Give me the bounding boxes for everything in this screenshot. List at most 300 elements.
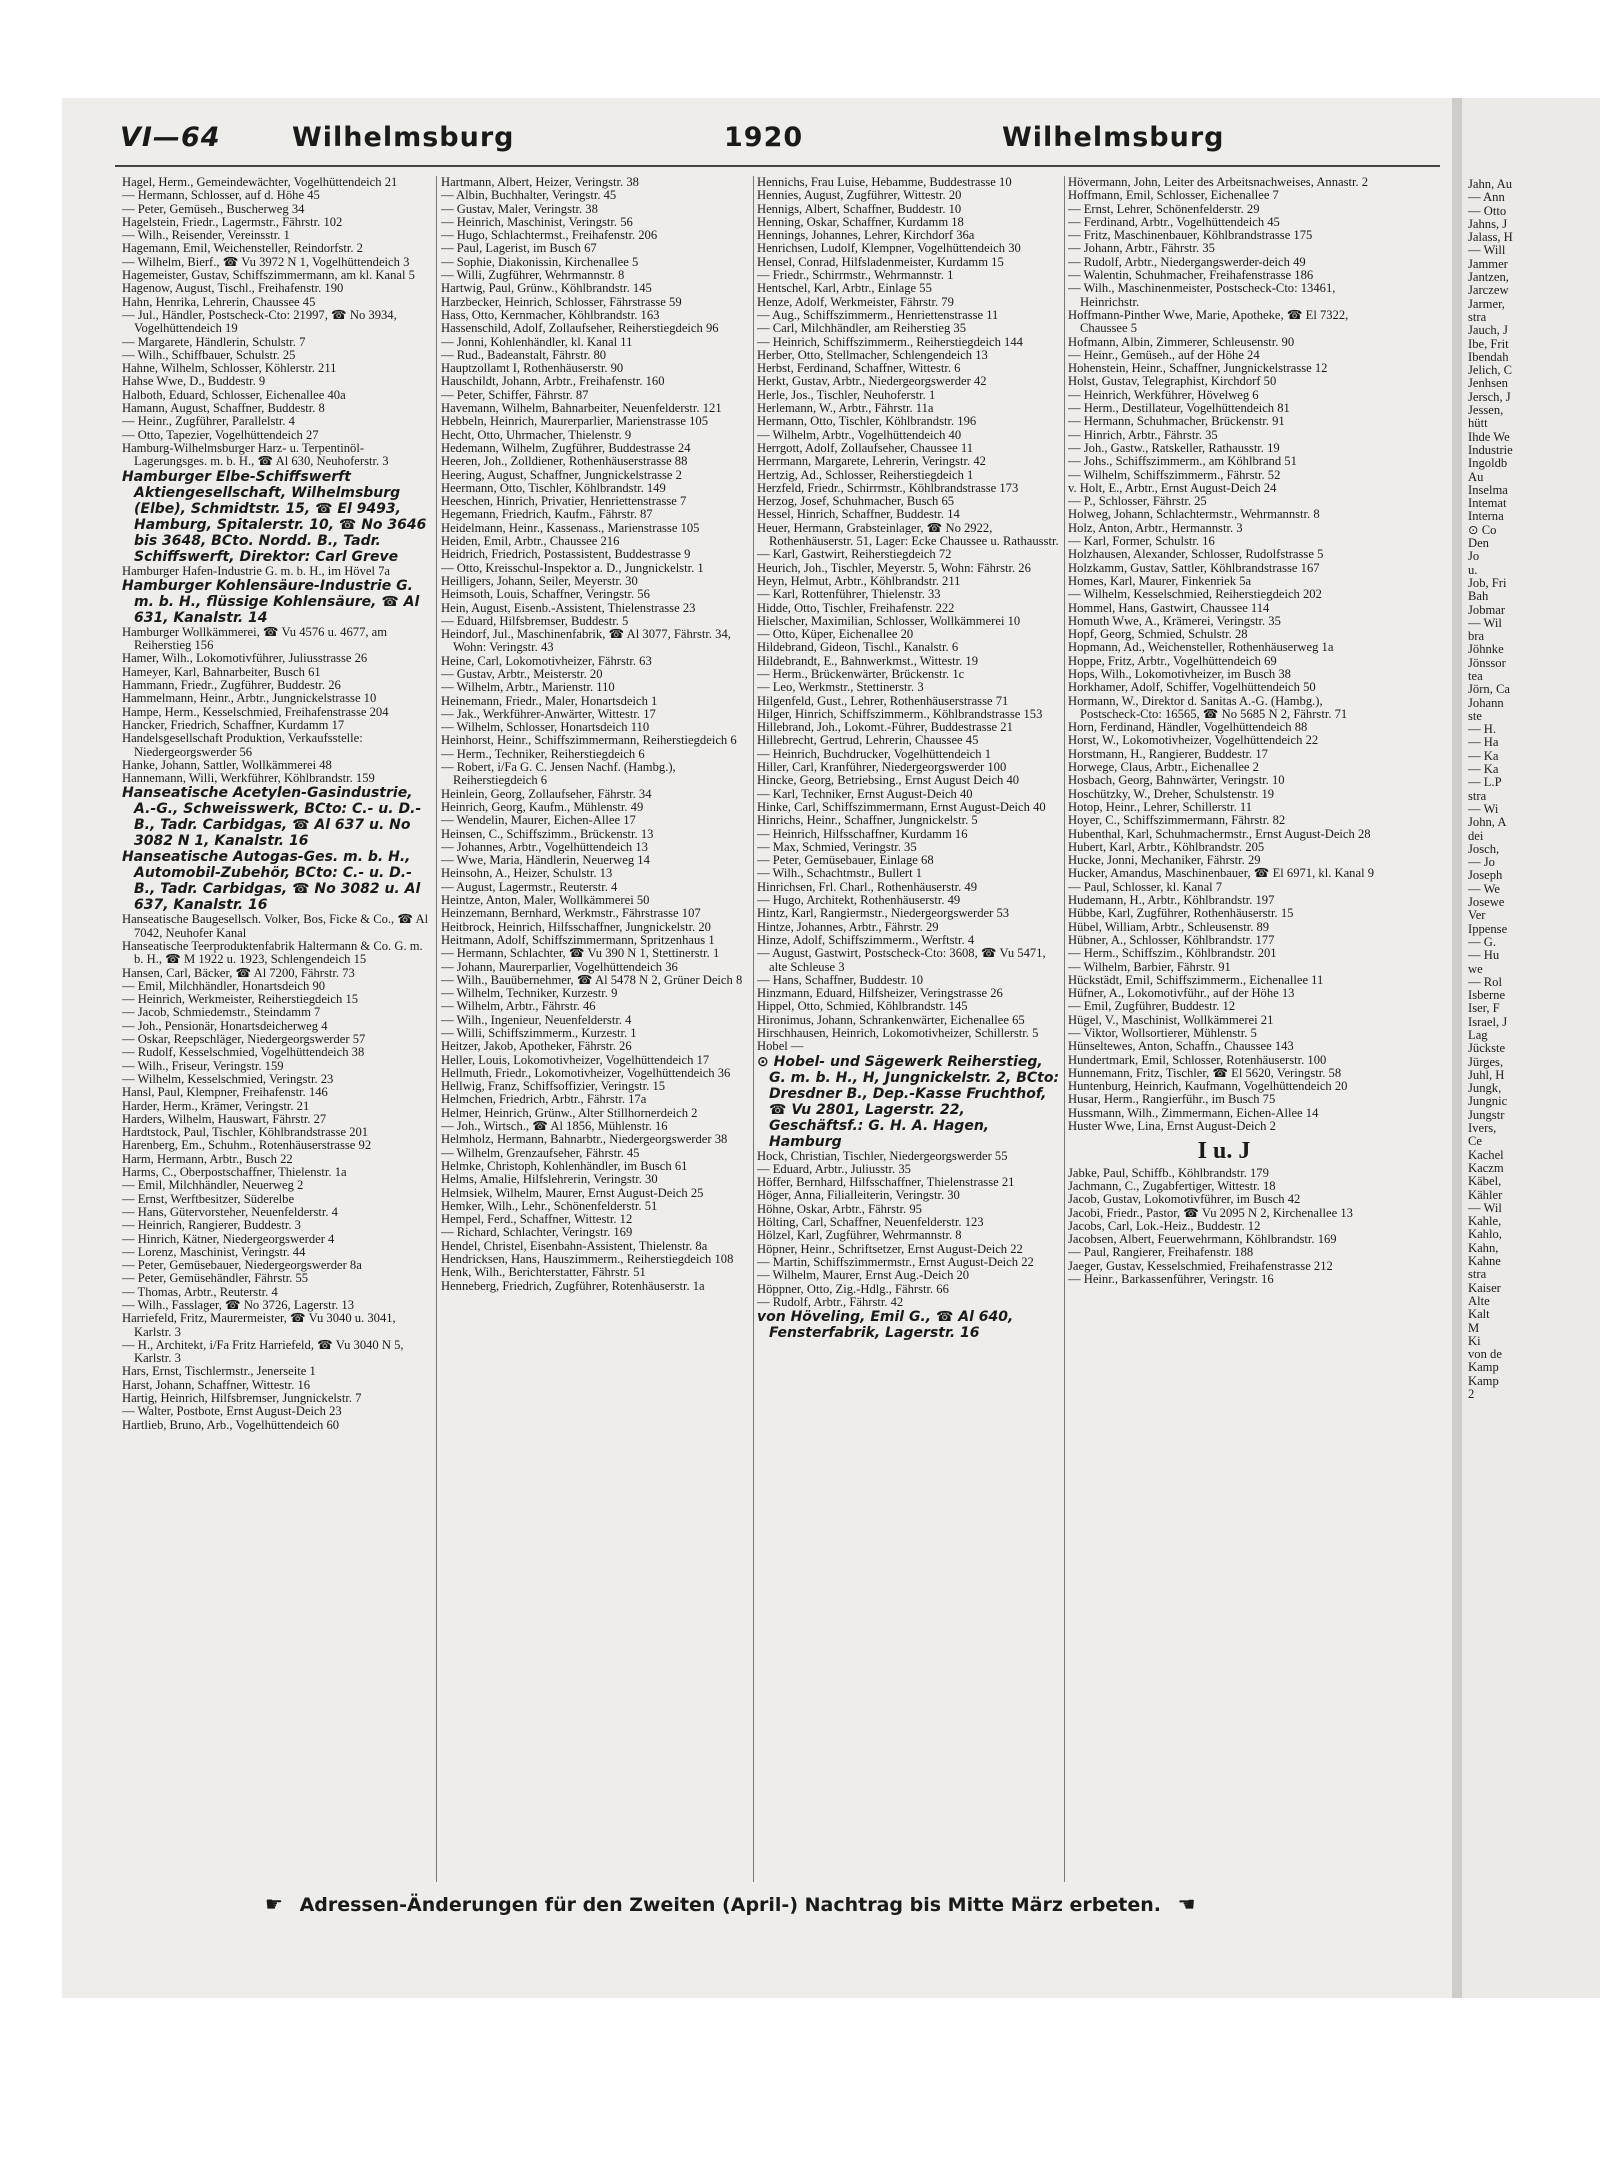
adjacent-page-line: Jantzen,: [1468, 270, 1509, 285]
directory-entry: Herle, Jos., Tischler, Neuhoferstr. 1: [757, 387, 936, 402]
adjacent-page-line: John, A: [1468, 815, 1507, 830]
directory-entry: Hamann, August, Schaffner, Buddestr. 8: [122, 401, 325, 416]
directory-entry: Heller, Louis, Lokomotivheizer, Vogelhüttendeich 17: [441, 1052, 710, 1067]
adjacent-page-line: — Ka: [1468, 762, 1499, 777]
directory-entry: Hahne, Wilhelm, Schlosser, Köhlerstr. 211: [122, 361, 337, 376]
directory-entry: — Johannes, Arbtr., Vogelhüttendeich 13: [441, 839, 648, 854]
directory-entry: Hanseatische Acetylen-Gasindustrie, A.-G., Schweisswerk, BCto: C.- u. D.-B., Tadr. Carbidgas, ☎ Al 637 u. No 3082 N 1, Kanalstr. 16: [122, 785, 422, 850]
directory-entry: — Viktor, Wollsortierer, Mühlenstr. 5: [1068, 1026, 1257, 1040]
adjacent-page-line: Jungnic: [1468, 1094, 1508, 1109]
adjacent-page-line: — Wil: [1468, 615, 1502, 630]
adjacent-page-line: Juhl, H: [1468, 1067, 1505, 1082]
adjacent-page-line: tea: [1468, 668, 1483, 683]
directory-entry: Hamburg-Wilhelmsburger Harz- u. Terpentinöl-Lagerungsges. m. b. H., ☎ Al 630, Neuhoferstr. 3: [122, 440, 389, 469]
directory-entry: Henneberg, Friedrich, Zugführer, Rotenhäuserstr. 1a: [441, 1278, 705, 1293]
adjacent-page-line: stra: [1468, 309, 1487, 324]
directory-entry: — Wilh., Reisender, Vereinsstr. 1: [122, 228, 290, 243]
directory-entry: Heurich, Joh., Tischler, Meyerstr. 5, Wohn: Fährstr. 26: [757, 560, 1031, 575]
directory-entry: — Wilhelm, Kesselschmied, Veringstr. 23: [122, 1071, 334, 1086]
directory-entry: Hentschel, Karl, Arbtr., Einlage 55: [757, 281, 932, 296]
directory-entry: — Herm., Destillateur, Vogelhüttendeich 81: [1068, 401, 1290, 416]
directory-entry: Hübbe, Karl, Zugführer, Rothenhäuserstr. 15: [1068, 906, 1294, 921]
directory-entry: Halboth, Eduard, Schlosser, Eichenallee 40a: [122, 387, 346, 402]
adjacent-page-line: Jörn, Ca: [1468, 682, 1510, 697]
directory-entry: Huntenburg, Heinrich, Kaufmann, Vogelhüttendeich 20: [1068, 1079, 1348, 1094]
adjacent-page-line: Ingoldb: [1468, 456, 1508, 471]
directory-entry: Huster Wwe, Lina, Ernst August-Deich 2: [1068, 1119, 1276, 1134]
directory-entry: — Fritz, Maschinenbauer, Köhlbrandstrasse 175: [1068, 228, 1313, 243]
directory-entry: Hedemann, Wilhelm, Zugführer, Buddestrasse 24: [441, 440, 691, 455]
directory-entry: Heeschen, Hinrich, Privatier, Henriettenstrasse 7: [441, 494, 687, 509]
directory-column-4: [1068, 176, 1380, 1882]
directory-entry: Hippel, Otto, Schmied, Köhlbrandstr. 145: [757, 999, 968, 1014]
directory-entry: — Aug., Schiffszimmerm., Henriettenstrasse 11: [757, 307, 999, 322]
adjacent-page-line: Job, Fri: [1468, 575, 1507, 590]
directory-entry: — Wilhelm, Kesselschmied, Reiherstiegdeich 202: [1068, 587, 1322, 602]
directory-entry: Hein, August, Eisenb.-Assistent, Thielenstrasse 23: [441, 600, 696, 615]
directory-entry: — Martin, Schiffszimmermstr., Ernst August-Deich 22: [757, 1254, 1034, 1269]
directory-entry: Hermann, Otto, Tischler, Köhlbrandstr. 196: [757, 414, 977, 429]
adjacent-page-line: stra: [1468, 1267, 1487, 1282]
adjacent-page-line: — G.: [1468, 934, 1496, 949]
directory-entry: Hoffmann-Pinther Wwe, Marie, Apotheke, ☎ El 7322, Chaussee 5: [1068, 307, 1349, 336]
directory-entry: Hofmann, Albin, Zimmerer, Schleusenstr. 90: [1068, 334, 1295, 349]
adjacent-page-line: Kachel: [1468, 1147, 1504, 1162]
directory-entry: — Jak., Werkführer-Anwärter, Wittestr. 17: [441, 706, 656, 721]
directory-entry: Hagemeister, Gustav, Schiffszimmermann, am kl. Kanal 5: [122, 268, 415, 283]
directory-entry: Herber, Otto, Stellmacher, Schlengendeich 13: [757, 347, 988, 362]
directory-entry: — Friedr., Schirrmstr., Wehrmannstr. 1: [757, 268, 954, 283]
directory-entry: — August, Lagermstr., Reuterstr. 4: [441, 879, 618, 894]
directory-entry: — Rudolf, Arbtr., Niedergangswerder-deich 49: [1068, 254, 1306, 269]
adjacent-page-line: — Ka: [1468, 748, 1499, 763]
directory-entry: Jacobi, Friedr., Pastor, ☎ Vu 2095 N 2, Kirchenallee 13: [1068, 1205, 1353, 1220]
adjacent-page-line: 2: [1468, 1387, 1475, 1402]
entries-ij: [1068, 1167, 1380, 1287]
directory-entry: — Herm., Brückenwärter, Brückenstr. 1c: [757, 666, 965, 681]
directory-entry: Herbst, Ferdinand, Schaffner, Wittestr. 6: [757, 361, 961, 376]
directory-entry: — Wilh., Maschinenmeister, Postscheck-Cto: 13461, Heinrichstr.: [1068, 281, 1336, 309]
directory-entry: Hancker, Friedrich, Schaffner, Kurdamm 17: [122, 717, 345, 732]
directory-entry: — Heinrich, Werkführer, Hövelweg 6: [1068, 387, 1259, 402]
header-rule: [115, 165, 1440, 167]
adjacent-page-line: Jückste: [1468, 1041, 1506, 1056]
directory-entry: Hillebrand, Joh., Lokomt.-Führer, Buddestrasse 21: [757, 720, 1013, 735]
adjacent-page-line: Jungk,: [1468, 1081, 1502, 1096]
directory-entry: Hanseatische Teerproduktenfabrik Haltermann & Co. G. m. b. H., ☎ M 1922 u. 1923, Schlengendeich 15: [122, 938, 423, 967]
directory-entry: Horkhamer, Adolf, Schiffer, Vogelhüttendeich 50: [1068, 680, 1316, 695]
directory-entry: — Walentin, Schuhmacher, Freihafenstrasse 186: [1068, 268, 1314, 283]
directory-entry: Heitmann, Adolf, Schiffszimmermann, Spritzenhaus 1: [441, 932, 715, 947]
directory-entry: — H., Architekt, i/Fa Fritz Harriefeld, ☎ Vu 3040 N 5, Karlstr. 3: [122, 1337, 404, 1366]
adjacent-page-line: u.: [1468, 562, 1478, 577]
directory-entry: Helmer, Heinrich, Grünw., Alter Stillhornerdeich 2: [441, 1105, 698, 1120]
directory-entry: Hucker, Amandus, Maschinenbauer, ☎ El 6971, kl. Kanal 9: [1068, 866, 1375, 881]
directory-entry: Hebbeln, Heinrich, Maurerparlier, Marienstrasse 105: [441, 414, 709, 429]
directory-entry: — Carl, Milchhändler, am Reiherstieg 35: [757, 321, 966, 336]
directory-entry: — Ernst, Lehrer, Schönenfelderstr. 29: [1068, 201, 1260, 216]
directory-entry: Hannemann, Willi, Werkführer, Köhlbrandstr. 159: [122, 771, 375, 786]
directory-entry: Herrmann, Margarete, Lehrerin, Veringstr. 42: [757, 454, 986, 469]
adjacent-page-line: — H.: [1468, 722, 1496, 737]
directory-entry: Hagenow, August, Tischl., Freihafenstr. 190: [122, 281, 344, 296]
directory-entry: Henning, Oskar, Schaffner, Kurdamm 18: [757, 214, 964, 229]
column-divider: [436, 176, 437, 1882]
directory-entry: — Peter, Gemüsehändler, Fährstr. 55: [122, 1271, 309, 1286]
adjacent-page-line: Kahn,: [1468, 1240, 1499, 1255]
adjacent-page-line: Isberne: [1468, 988, 1506, 1003]
adjacent-page-line: — Ha: [1468, 735, 1499, 750]
directory-entry: Hillebrecht, Gertrud, Lehrerin, Chaussee 45: [757, 733, 979, 748]
directory-entry: — Wilhelm, Bierf., ☎ Vu 3972 N 1, Vogelhüttendeich 3: [122, 254, 410, 269]
directory-entry: Helmsiek, Wilhelm, Maurer, Ernst August-Deich 25: [441, 1185, 704, 1200]
directory-entry: Hundertmark, Emil, Schlosser, Rotenhäuserstr. 100: [1068, 1052, 1327, 1067]
adjacent-page-line: ste: [1468, 708, 1482, 723]
directory-entry: — Wendelin, Maurer, Eichen-Allee 17: [441, 813, 636, 828]
directory-entry: Henze, Adolf, Werkmeister, Fährstr. 79: [757, 294, 954, 309]
directory-entry: — Robert, i/Fa G. C. Jensen Nachf. (Hambg.), Reiherstiegdeich 6: [441, 760, 676, 788]
directory-entry: Hahse Wwe, D., Buddestr. 9: [122, 374, 266, 389]
directory-entry: Hagel, Herm., Gemeindewächter, Vogelhüttendeich 21: [122, 176, 398, 189]
directory-entry: Hilger, Hinrich, Schiffszimmerm., Köhlbrandstrasse 153: [757, 706, 1043, 721]
directory-entry: Jachmann, C., Zugabfertiger, Wittestr. 18: [1068, 1178, 1276, 1193]
directory-entry: — Rud., Badeanstalt, Fährstr. 80: [441, 347, 607, 362]
directory-entry: Herzfeld, Friedr., Schirrmstr., Köhlbrandstrasse 173: [757, 480, 1019, 495]
directory-entry: Heintze, Anton, Maler, Wollkämmerei 50: [441, 893, 650, 908]
directory-entry: Hohenstein, Heinr., Schaffner, Jungnickelstrasse 12: [1068, 361, 1328, 376]
directory-entry: — Paul, Schlosser, kl. Kanal 7: [1068, 879, 1223, 894]
directory-entry: Helmke, Christoph, Kohlenhändler, im Busch 61: [441, 1158, 688, 1173]
directory-entry: Hauschildt, Johann, Arbtr., Freihafenstr. 160: [441, 374, 665, 389]
directory-entry: — August, Gastwirt, Postscheck-Cto: 3608, ☎ Vu 5471, alte Schleuse 3: [757, 946, 1046, 974]
directory-entry: Hampe, Herm., Kesselschmied, Freihafenstrasse 204: [122, 704, 389, 719]
adjacent-page-line: ⊙ Co: [1468, 522, 1497, 537]
directory-entry: — Heinrich, Schiffszimmerm., Reiherstiegdeich 144: [757, 334, 1023, 349]
directory-entry: — Karl, Gastwirt, Reiherstiegdeich 72: [757, 547, 952, 562]
directory-entry: Helmholz, Hermann, Bahnarbtr., Niedergeorgswerder 38: [441, 1132, 728, 1147]
directory-entry: Hansen, Carl, Bäcker, ☎ Al 7200, Fährstr. 73: [122, 965, 355, 980]
directory-entry: Hinzmann, Eduard, Hilfsheizer, Veringstrasse 26: [757, 986, 1003, 1001]
directory-entry: Harm, Hermann, Arbtr., Busch 22: [122, 1151, 293, 1166]
directory-entry: Hagelstein, Friedr., Lagermstr., Fährstr. 102: [122, 214, 343, 229]
directory-entry: — Gustav, Maler, Veringstr. 38: [441, 201, 598, 216]
directory-entry: Hudemann, H., Arbtr., Köhlbrandstr. 197: [1068, 893, 1275, 908]
directory-entry: — Wilhelm, Arbtr., Vogelhüttendeich 40: [757, 427, 962, 442]
adjacent-page-line: Jobmar: [1468, 602, 1506, 617]
directory-entry: — Herm., Techniker, Reiherstiegdeich 6: [441, 746, 645, 761]
adjacent-page-line: hütt: [1468, 416, 1488, 431]
directory-entry: Hölzel, Karl, Zugführer, Wehrmannstr. 8: [757, 1228, 962, 1243]
directory-entry: Hennigs, Albert, Schaffner, Buddestr. 10: [757, 201, 962, 216]
adjacent-page-line: — Wil: [1468, 1200, 1502, 1215]
directory-entry: Harms, C., Oberpostschaffner, Thielenstr. 1a: [122, 1165, 347, 1180]
directory-entry: Hock, Christian, Tischler, Niedergeorgswerder 55: [757, 1148, 1008, 1163]
directory-entry: Hölting, Carl, Schaffner, Neuenfelderstr. 123: [757, 1215, 984, 1230]
adjacent-page-line: Jo: [1468, 549, 1480, 564]
directory-entry: — Wilhelm, Schlosser, Honartsdeich 110: [441, 720, 650, 735]
directory-entry: v. Holt, E., Arbtr., Ernst August-Deich 24: [1068, 480, 1277, 495]
directory-entry: Harriefeld, Fritz, Maurermeister, ☎ Vu 3040 u. 3041, Karlstr. 3: [122, 1311, 396, 1339]
directory-entry: Holzkamm, Gustav, Sattler, Köhlbrandstrasse 167: [1068, 560, 1320, 575]
directory-entry: Hemker, Wilh., Lehr., Schönenfelderstr. 51: [441, 1198, 658, 1213]
directory-entry: Hildebrand, Gideon, Tischl., Kanalstr. 6: [757, 640, 959, 655]
directory-entry: Hoschützky, W., Dreher, Schulstenstr. 19: [1068, 786, 1275, 801]
directory-entry: Horstmann, H., Rangierer, Buddestr. 17: [1068, 746, 1268, 761]
adjacent-page-line: Kahle,: [1468, 1214, 1502, 1229]
directory-entry: Hinze, Adolf, Schiffszimmerm., Werftstr. 4: [757, 932, 975, 947]
adjacent-page-line: Ibe, Frit: [1468, 336, 1509, 351]
directory-entry: Hamburger Wollkämmerei, ☎ Vu 4576 u. 4677, am Reiherstieg 156: [122, 624, 388, 653]
directory-entry: — Wilhelm, Grenzaufseher, Fährstr. 45: [441, 1145, 640, 1160]
directory-entry: — Joh., Wirtsch., ☎ Al 1856, Mühlenstr. 16: [441, 1119, 668, 1134]
directory-entry: Jaeger, Gustav, Kesselschmied, Freihafenstrasse 212: [1068, 1258, 1333, 1273]
directory-entry: ⊙ Hobel- und Sägewerk Reiherstieg, G. m. b. H., H, Jungnickelstr. 2, BCto: Dresdner B., Dep.-Kasse Fruchthof, ☎ Vu 2801, Lagerstr. 22, Geschäftsf.: G. H. A. Hagen, Hamburg: [757, 1053, 1060, 1150]
directory-entry: — Walter, Postbote, Ernst August-Deich 23: [122, 1404, 342, 1419]
directory-entry: — Hermann, Schlosser, auf d. Höhe 45: [122, 188, 320, 203]
directory-entry: Horn, Ferdinand, Händler, Vogelhüttendeich 88: [1068, 720, 1308, 735]
directory-entry: Hintze, Johannes, Arbtr., Fährstr. 29: [757, 919, 939, 934]
directory-entry: — Peter, Gemüsebauer, Einlage 68: [757, 853, 934, 868]
adjacent-page-line: Jersch, J: [1468, 389, 1511, 404]
directory-entry: Hartmann, Albert, Heizer, Veringstr. 38: [441, 176, 639, 189]
adjacent-page-line: Ki: [1468, 1333, 1481, 1348]
adjacent-page-line: Kahne: [1468, 1254, 1501, 1269]
directory-entry: Hanseatische Baugesellsch. Volker, Bos, Ficke & Co., ☎ Al 7042, Neuhofer Kanal: [122, 912, 429, 940]
directory-entry: Hammann, Friedr., Zugführer, Buddestr. 26: [122, 678, 341, 693]
directory-entry: — Richard, Schlachter, Veringstr. 169: [441, 1225, 633, 1240]
running-head-year: 1920: [724, 122, 804, 153]
directory-column-2: [441, 176, 751, 1882]
directory-entry: Harzbecker, Heinrich, Schlosser, Fährstrasse 59: [441, 294, 682, 309]
directory-entry: — Hugo, Schlachtermst., Freihafenstr. 206: [441, 228, 658, 243]
directory-entry: — Hans, Gütervorsteher, Neuenfelderstr. 4: [122, 1204, 338, 1219]
adjacent-page-line: Jauch, J: [1468, 323, 1508, 338]
directory-entry: — Heinrich, Hilfsschaffner, Kurdamm 16: [757, 826, 968, 841]
directory-entry: Henrichsen, Ludolf, Klempner, Vogelhüttendeich 30: [757, 241, 1021, 256]
adjacent-page-line: Inselma: [1468, 482, 1508, 497]
directory-entry: — Johs., Schiffszimmerm., am Köhlbrand 51: [1068, 454, 1297, 469]
directory-entry: — Sophie, Diakonissin, Kirchenallee 5: [441, 254, 639, 269]
directory-entry: — Gustav, Arbtr., Meisterstr. 20: [441, 666, 603, 681]
directory-entry: Hopmann, Ad., Weichensteller, Rothenhäuserweg 1a: [1068, 640, 1334, 655]
directory-entry: Heine, Carl, Lokomotivheizer, Fährstr. 63: [441, 653, 652, 668]
adjacent-page-line: Industrie: [1468, 442, 1513, 457]
directory-entry: Heinsohn, A., Heizer, Schulstr. 13: [441, 866, 613, 881]
adjacent-page-line: Jenhsen: [1468, 376, 1508, 391]
directory-entry: Jacobs, Carl, Lok.-Heiz., Buddestr. 12: [1068, 1218, 1261, 1233]
directory-entry: — Karl, Rottenführer, Thielenstr. 33: [757, 587, 941, 602]
section-heading: I u. J: [1197, 1138, 1251, 1165]
pointing-hand-right-icon: ☛: [265, 1892, 283, 1916]
directory-entry: Hövermann, John, Leiter des Arbeitsnachweises, Annastr. 2: [1068, 176, 1369, 189]
directory-entry: Hucke, Jonni, Mechaniker, Fährstr. 29: [1068, 853, 1261, 868]
adjacent-page-line: — Wi: [1468, 801, 1499, 816]
adjacent-page-line: Kalt: [1468, 1307, 1490, 1322]
directory-entry: Hinrichsen, Frl. Charl., Rothenhäuserstr. 49: [757, 879, 978, 894]
directory-entry: — Margarete, Händlerin, Schulstr. 7: [122, 334, 306, 349]
adjacent-page-line: Jalass, H: [1468, 230, 1513, 245]
adjacent-page-line: Kaiser: [1468, 1280, 1501, 1295]
directory-entry: Hückstädt, Emil, Schiffszimmerm., Eichenallee 11: [1068, 972, 1324, 987]
directory-entry: Hamer, Wilh., Lokomotivführer, Juliusstrasse 26: [122, 651, 368, 666]
adjacent-page-line: Kamp: [1468, 1373, 1499, 1388]
directory-entry: Hubenthal, Karl, Schuhmachermstr., Ernst August-Deich 28: [1068, 826, 1371, 841]
directory-entry: — Wwe, Maria, Händlerin, Neuerweg 14: [441, 853, 650, 868]
directory-entry: Hilgenfeld, Gust., Lehrer, Rothenhäuserstrasse 71: [757, 693, 1009, 708]
directory-entry: Heinrich, Georg, Kaufm., Mühlenstr. 49: [441, 799, 644, 814]
directory-entry: Hubert, Karl, Arbtr., Köhlbrandstr. 205: [1068, 839, 1265, 854]
directory-entry: Hassenschild, Adolf, Zollaufseher, Reiherstiegdeich 96: [441, 321, 719, 336]
adjacent-page-line: Jahns, J: [1468, 216, 1508, 231]
directory-entry: Hüfner, A., Lokomotivführ., auf der Höhe 13: [1068, 986, 1295, 1001]
directory-entry: Heermann, Otto, Tischler, Köhlbrandstr. 149: [441, 480, 666, 495]
directory-entry: Homuth Wwe, A., Krämerei, Veringstr. 35: [1068, 613, 1281, 628]
directory-entry: von Höveling, Emil G., ☎ Al 640, Fensterfabrik, Lagerstr. 16: [757, 1309, 1014, 1342]
directory-entry: Hahn, Henrika, Lehrerin, Chaussee 45: [122, 294, 316, 309]
directory-entry: Hass, Otto, Kernmacher, Köhlbrandstr. 163: [441, 307, 660, 322]
footer-text: Adressen-Änderungen für den Zweiten (April-) Nachtrag bis Mitte März erbeten.: [299, 1894, 1161, 1916]
adjacent-page-line: stra: [1468, 788, 1487, 803]
directory-entry: — Ernst, Werftbesitzer, Süderelbe: [122, 1191, 295, 1206]
adjacent-page-line: dei: [1468, 828, 1484, 843]
directory-entry: Hoppe, Fritz, Arbtr., Vogelhüttendeich 69: [1068, 653, 1277, 668]
directory-entry: Herrgott, Adolf, Zollaufseher, Chaussee 11: [757, 440, 973, 455]
directory-entry: — Otto, Küper, Eichenallee 20: [757, 627, 914, 642]
running-head-city-right: Wilhelmsburg: [1002, 122, 1225, 153]
adjacent-page-line: M: [1468, 1320, 1480, 1335]
directory-entry: Hennichs, Frau Luise, Hebamme, Buddestrasse 10: [757, 176, 1012, 189]
directory-entry: Hessel, Hinrich, Schaffner, Buddestr. 14: [757, 507, 960, 522]
adjacent-page-line: Kamp: [1468, 1360, 1499, 1375]
adjacent-page-strip: [1462, 98, 1600, 1998]
adjacent-page-line: — Will: [1468, 243, 1506, 258]
directory-entry: — Eduard, Hilfsbremser, Buddestr. 5: [441, 613, 629, 628]
directory-entry: Harder, Herm., Krämer, Veringstr. 21: [122, 1098, 310, 1113]
directory-entry: Heiden, Emil, Arbtr., Chaussee 216: [441, 534, 620, 549]
directory-entry: — Wilh., Schachtmstr., Bullert 1: [757, 866, 923, 881]
adjacent-page-line: Alte: [1468, 1293, 1490, 1308]
directory-entry: — Joh., Pensionär, Honartsdeicherweg 4: [122, 1018, 328, 1033]
directory-entry: Heinlein, Georg, Zollaufseher, Fährstr. 34: [441, 786, 652, 801]
directory-entry: Hopf, Georg, Schmied, Schulstr. 28: [1068, 627, 1248, 642]
directory-entry: — Hugo, Architekt, Rothenhäuserstr. 49: [757, 893, 961, 908]
adjacent-page-line: Jungstr: [1468, 1107, 1505, 1122]
page-number: VI—64: [120, 122, 221, 153]
directory-entry: Hartig, Heinrich, Hilfsbremser, Jungnickelstr. 7: [122, 1391, 362, 1406]
adjacent-page-line: Jessen,: [1468, 403, 1504, 418]
directory-entry: — Hermann, Schlachter, ☎ Vu 390 N 1, Stettinerstr. 1: [441, 946, 720, 961]
directory-entry: — Heinrich, Maschinist, Veringstr. 56: [441, 214, 633, 229]
directory-entry: Helms, Amalie, Hilfslehrerin, Veringstr. 30: [441, 1172, 658, 1187]
directory-entry: — Herm., Schiffszim., Köhlbrandstr. 201: [1068, 946, 1277, 961]
directory-entry: Heimsoth, Louis, Schaffner, Veringstr. 56: [441, 587, 650, 602]
directory-entry: Hanseatische Autogas-Ges. m. b. H., Automobil-Zubehör, BCto: C.- u. D.-B., Tadr. Carbidgas, ☎ No 3082 u. Al 637, Kanalstr. 16: [122, 849, 421, 914]
directory-entry: Hosbach, Georg, Bahnwärter, Veringstr. 10: [1068, 773, 1285, 788]
column-divider: [1064, 176, 1065, 1882]
directory-entry: Henk, Wilh., Berichterstatter, Fährstr. 51: [441, 1265, 646, 1280]
directory-entry: Helmchen, Friedrich, Arbtr., Fährstr. 17a: [441, 1092, 647, 1107]
directory-entry: — Otto, Tapezier, Vogelhüttendeich 27: [122, 427, 319, 442]
adjacent-page-line: Kaczm: [1468, 1160, 1504, 1175]
directory-entry: Hagemann, Emil, Weichensteller, Reindorfstr. 2: [122, 241, 363, 256]
adjacent-page-line: Iser, F: [1468, 1001, 1500, 1016]
footer-notice: [255, 1892, 1255, 1916]
adjacent-page-line: Ce: [1468, 1134, 1482, 1149]
directory-entry: — Johann, Arbtr., Fährstr. 35: [1068, 241, 1215, 256]
adjacent-page-line: Ivers,: [1468, 1121, 1497, 1136]
directory-entry: — Rudolf, Arbtr., Fährstr. 42: [757, 1294, 904, 1309]
adjacent-page-line: Kähler: [1468, 1187, 1503, 1202]
directory-entry: Heidrich, Friedrich, Postassistent, Buddestrasse 9: [441, 547, 691, 562]
adjacent-page-line: Joseph: [1468, 868, 1503, 883]
directory-entry: Heinsen, C., Schiffszimm., Brückenstr. 13: [441, 826, 654, 841]
directory-entry: — Johann, Maurerparlier, Vogelhüttendeich 36: [441, 959, 678, 974]
directory-entry: Hintz, Karl, Rangiermstr., Niedergeorgswerder 53: [757, 906, 1010, 921]
directory-entry: — Rudolf, Kesselschmied, Vogelhüttendeich 38: [122, 1045, 365, 1060]
directory-entry: — Heinrich, Werkmeister, Reiherstiegdeich 15: [122, 992, 359, 1007]
directory-entry: Hartlieb, Bruno, Arb., Vogelhüttendeich 60: [122, 1417, 340, 1432]
adjacent-page-line: Ihde We: [1468, 429, 1510, 444]
directory-entry: Hiller, Carl, Kranführer, Niedergeorgswerder 100: [757, 760, 1007, 775]
directory-entry: Harenberg, Em., Schuhm., Rotenhäuserstrasse 92: [122, 1138, 372, 1153]
directory-entry: Hobel —: [757, 1039, 804, 1054]
directory-entry: Hardtstock, Paul, Tischler, Köhlbrandstrasse 201: [122, 1125, 369, 1140]
directory-entry: Heinemann, Friedr., Maler, Honartsdeich 1: [441, 693, 658, 708]
adjacent-page-line: Jarczew: [1468, 283, 1509, 298]
directory-entry: — Wilh., Fasslager, ☎ No 3726, Lagerstr. 13: [122, 1298, 355, 1312]
directory-entry: Heinzemann, Bernhard, Werkmstr., Fährstrasse 107: [441, 906, 701, 921]
adjacent-page-line: Jahn, Au: [1468, 177, 1513, 191]
directory-entry: Harders, Wilhelm, Hauswart, Fährstr. 27: [122, 1111, 327, 1126]
directory-entry: Herkt, Gustav, Arbtr., Niedergeorgswerder 42: [757, 374, 987, 389]
directory-entry: Husar, Herm., Rangierführ., im Busch 75: [1068, 1092, 1276, 1107]
directory-entry: Hormann, W., Direktor d. Sanitas A.-G. (Hambg.), Postscheck-Cto: 16565, ☎ No 5685 N 2, Fährstr. 71: [1068, 693, 1348, 721]
directory-entry: Hertzig, Ad., Schlosser, Reiherstiegdeich 1: [757, 467, 974, 482]
adjacent-page-line: Jöhnke: [1468, 642, 1504, 657]
directory-entry: — Wilhelm, Arbtr., Fährstr. 46: [441, 999, 596, 1014]
directory-entry: — Wilh., Ingenieur, Neuenfelderstr. 4: [441, 1012, 632, 1027]
directory-entry: — Oskar, Reepschläger, Niedergeorgswerder 57: [122, 1032, 366, 1047]
adjacent-page-line: Käbel,: [1468, 1174, 1502, 1189]
adjacent-page-line: — Rol: [1468, 974, 1502, 989]
directory-entry: Hars, Ernst, Tischlermstr., Jenerseite 1: [122, 1364, 316, 1379]
directory-entry: Höppner, Otto, Zig.-Hdlg., Fährstr. 66: [757, 1281, 949, 1296]
directory-entry: — Wilhelm, Schiffszimmerm., Fährstr. 52: [1068, 467, 1281, 482]
directory-entry: — Wilh., Schiffbauer, Schulstr. 25: [122, 347, 296, 362]
adjacent-page-line: Jarmer,: [1468, 296, 1505, 311]
directory-entry: — Willi, Zugführer, Wehrmannstr. 8: [441, 268, 625, 283]
directory-entry: — Karl, Former, Schulstr. 16: [1068, 534, 1215, 549]
directory-entry: — Heinrich, Rangierer, Buddestr. 3: [122, 1218, 301, 1233]
directory-entry: Heuer, Hermann, Grabsteinlager, ☎ No 2922, Rothenhäuserstr. 51, Lager: Ecke Chaussee u. Rathausstr.: [757, 520, 1059, 549]
directory-entry: Höger, Anna, Filialleiterin, Veringstr. 30: [757, 1188, 960, 1203]
adjacent-page-line: Interna: [1468, 509, 1504, 524]
adjacent-page-line: Ippense: [1468, 921, 1508, 936]
directory-entry: Hennies, August, Zugführer, Wittestr. 20: [757, 188, 962, 203]
directory-entry: Hinke, Carl, Schiffszimmermann, Ernst August-Deich 40: [757, 799, 1046, 814]
directory-entry: Heidelmann, Heinr., Kassenass., Marienstrasse 105: [441, 520, 700, 535]
adjacent-page-line: — We: [1468, 881, 1500, 896]
directory-entry: — Paul, Lagerist, im Busch 67: [441, 241, 597, 256]
column-divider: [753, 176, 754, 1882]
adjacent-page-line: Jammer: [1468, 256, 1508, 271]
directory-entry: Hielscher, Maximilian, Schlosser, Wollkämmerei 10: [757, 613, 1021, 628]
directory-entry: — Emil, Milchhändler, Neuerweg 2: [122, 1178, 304, 1193]
directory-entry: — Jacob, Schmiedemstr., Steindamm 7: [122, 1005, 321, 1020]
adjacent-page-line: Josch,: [1468, 841, 1500, 856]
directory-entry: Hussmann, Wilh., Zimmermann, Eichen-Allee 14: [1068, 1105, 1319, 1120]
directory-entry: — Peter, Schiffer, Fährstr. 87: [441, 387, 589, 402]
